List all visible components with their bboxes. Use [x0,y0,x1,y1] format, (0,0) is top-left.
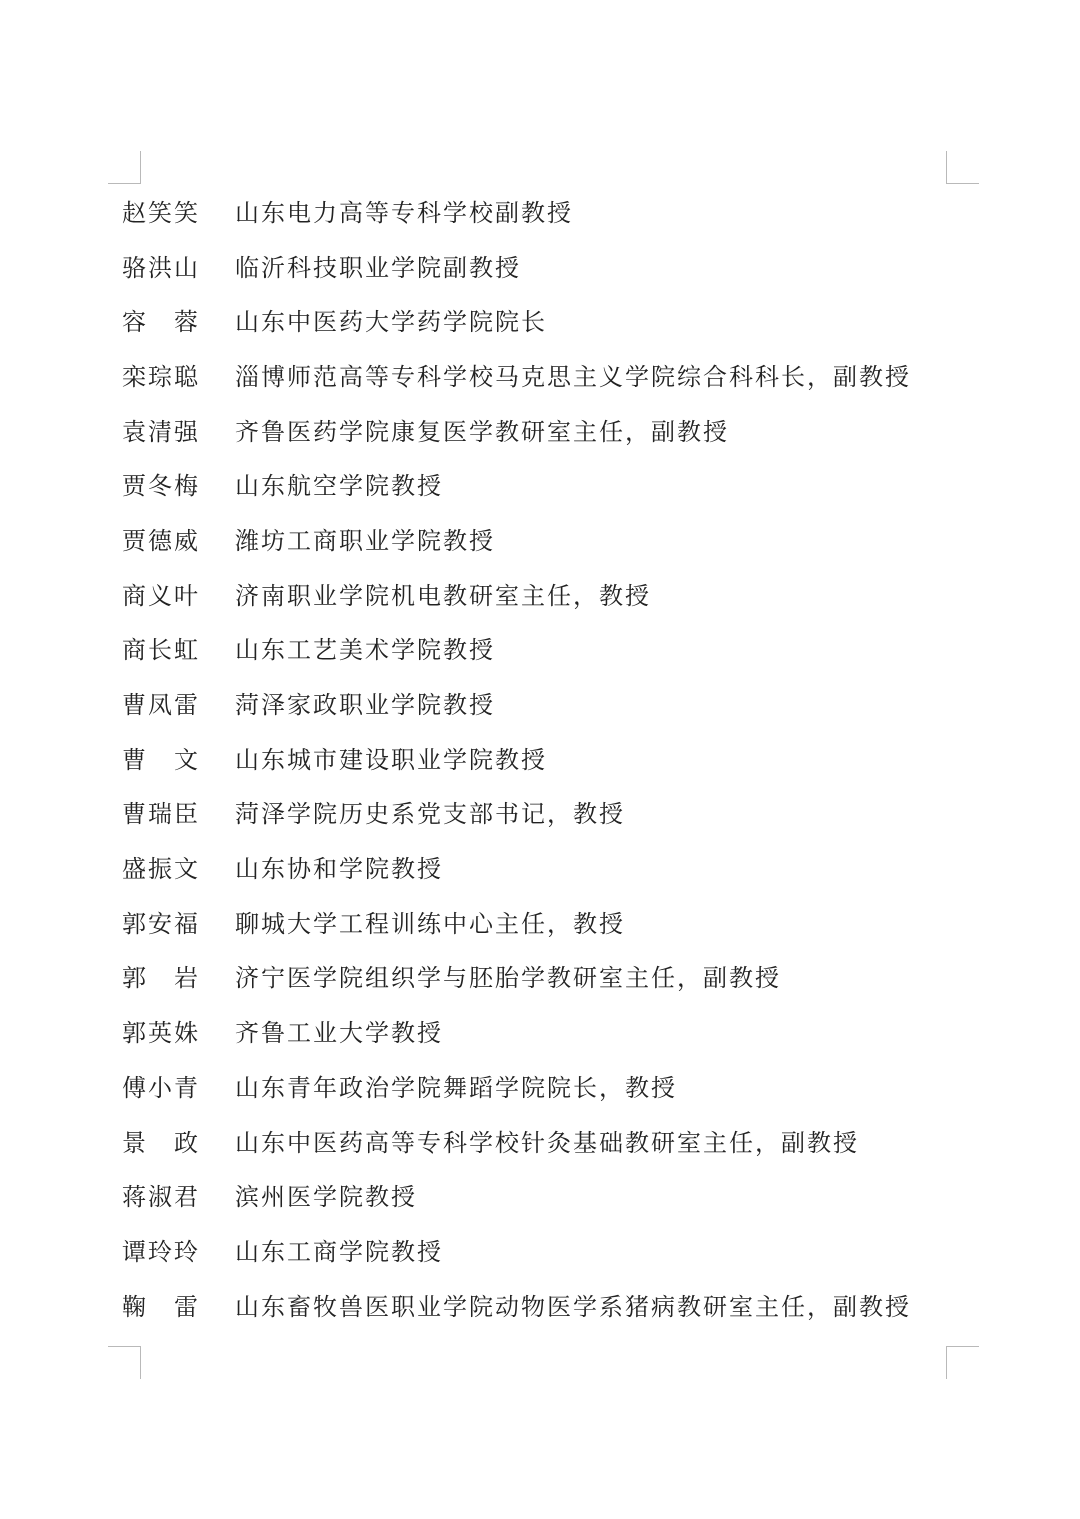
person-title: 山东中医药大学药学院院长 [235,308,547,337]
list-item [122,949,922,1004]
person-title: 山东青年政治学院舞蹈学院院长，教授 [235,1073,677,1102]
person-name: 商义叶 [122,581,200,610]
list-item [122,456,922,511]
person-name: 商长虹 [122,636,200,665]
list-item [122,675,922,730]
person-name: 曹 文 [122,745,198,774]
person-title: 山东畜牧兽医职业学院动物医学系猪病教研室主任，副教授 [235,1292,911,1321]
person-name: 曹瑞臣 [122,800,200,829]
list-item [122,1058,922,1113]
person-name: 蒋淑君 [122,1183,200,1212]
person-title: 淄博师范高等专科学校马克思主义学院综合科科长，副教授 [235,362,911,391]
person-name: 傅小青 [122,1073,200,1102]
person-name: 谭玲玲 [122,1237,200,1266]
person-title: 齐鲁工业大学教授 [235,1019,443,1048]
person-name: 赵笑笑 [122,198,200,227]
person-name: 郭英姝 [122,1019,200,1048]
list-item [122,238,922,293]
person-name: 盛振文 [122,855,200,884]
list-item [122,785,922,840]
crop-mark-bottom-left [108,1346,141,1379]
list-item [122,1167,922,1222]
person-name: 贾德威 [122,526,200,555]
person-title: 滨州医学院教授 [235,1183,417,1212]
person-title: 济宁医学院组织学与胚胎学教研室主任，副教授 [235,964,781,993]
person-title: 山东航空学院教授 [235,472,443,501]
list-item [122,894,922,949]
list-item [122,1113,922,1168]
list-item [122,621,922,676]
person-name: 袁清强 [122,417,200,446]
person-title: 山东工艺美术学院教授 [235,636,495,665]
person-name: 栾琮聪 [122,362,200,391]
list-item [122,183,922,238]
person-title: 临沂科技职业学院副教授 [235,253,521,282]
crop-mark-top-left [108,151,141,184]
crop-mark-top-right [946,151,979,184]
person-name: 郭安福 [122,909,200,938]
list-item [122,292,922,347]
person-title: 山东协和学院教授 [235,855,443,884]
list-item [122,1277,922,1332]
list-item [122,566,922,621]
list-item [122,511,922,566]
person-title: 齐鲁医药学院康复医学教研室主任，副教授 [235,417,729,446]
person-title: 菏泽学院历史系党支部书记，教授 [235,800,625,829]
person-title: 济南职业学院机电教研室主任，教授 [235,581,651,610]
person-name: 郭 岩 [122,964,198,993]
crop-mark-bottom-right [946,1346,979,1379]
person-title: 山东电力高等专科学校副教授 [235,198,573,227]
list-item [122,1222,922,1277]
list-item [122,730,922,785]
person-title: 聊城大学工程训练中心主任，教授 [235,909,625,938]
person-title: 山东城市建设职业学院教授 [235,745,547,774]
person-title: 山东中医药高等专科学校针灸基础教研室主任，副教授 [235,1128,859,1157]
person-title: 山东工商学院教授 [235,1237,443,1266]
person-name: 鞠 雷 [122,1292,198,1321]
person-name: 景 政 [122,1128,198,1157]
list-item [122,347,922,402]
person-name: 容 蓉 [122,308,198,337]
list-item [122,839,922,894]
list-item [122,1003,922,1058]
name-list [122,183,922,1331]
person-name: 骆洪山 [122,253,200,282]
list-item [122,402,922,457]
person-title: 菏泽家政职业学院教授 [235,691,495,720]
person-name: 贾冬梅 [122,472,200,501]
person-name: 曹凤雷 [122,691,200,720]
person-title: 潍坊工商职业学院教授 [235,526,495,555]
